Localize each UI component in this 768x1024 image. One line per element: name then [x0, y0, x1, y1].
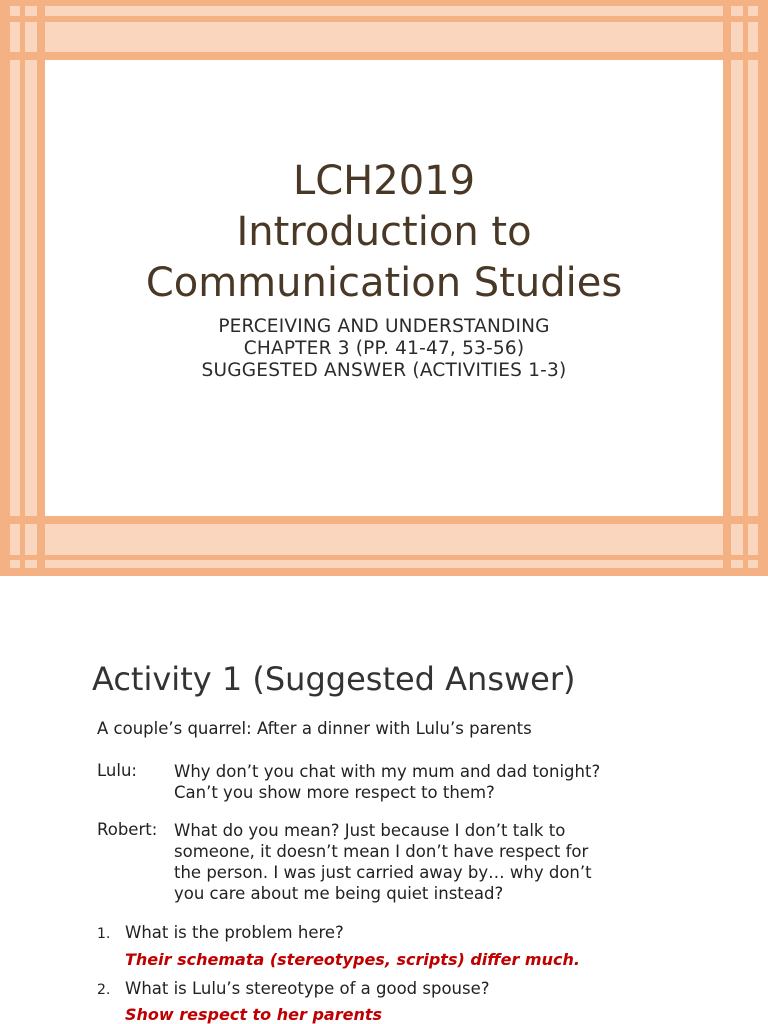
question-number: 1.: [97, 926, 111, 942]
subtitle-line: CHAPTER 3 (PP. 41-47, 53-56): [243, 338, 525, 359]
dialogue-text: [174, 820, 592, 904]
frame-stripe: [0, 516, 768, 524]
frame-stripe: [723, 0, 731, 576]
frame-stripe: [0, 555, 768, 560]
dialogue-line: Can’t you show more respect to them?: [174, 783, 495, 802]
suggested-answer: Their schemata (stereotypes, scripts) differ much.: [125, 950, 580, 969]
dialogue-line: you care about me being quiet instead?: [174, 884, 504, 903]
frame-stripe: [20, 0, 25, 576]
frame-stripe: [0, 52, 768, 60]
course-title-line: Introduction to: [236, 209, 532, 255]
dialogue-text: [174, 761, 600, 803]
suggested-answer: Show respect to her parents: [125, 1005, 382, 1024]
frame-stripe: [0, 568, 768, 576]
dialogue-line: the person. I was just carried away by… why don’t: [174, 863, 592, 882]
frame-bottom-band: [0, 516, 768, 576]
question-number: 2.: [97, 982, 111, 998]
frame-stripe: [0, 0, 10, 576]
dialogue-line: Why don’t you chat with my mum and dad tonight?: [174, 762, 601, 781]
slide-subtitle: [45, 316, 723, 382]
frame-stripe: [743, 0, 748, 576]
subtitle-line: SUGGESTED ANSWER (ACTIVITIES 1-3): [201, 360, 567, 381]
course-title-line: Communication Studies: [145, 260, 623, 306]
frame-stripe: [758, 0, 768, 576]
frame-top-band: [0, 0, 768, 60]
frame-stripe: [37, 0, 45, 576]
course-title: [45, 156, 723, 309]
activity-intro: A couple’s quarrel: After a dinner with Lulu’s parents: [97, 719, 532, 738]
activity-slide: [0, 576, 768, 1024]
activity-title: Activity 1 (Suggested Answer): [92, 660, 576, 698]
dialogue-speaker: Robert:: [97, 820, 158, 839]
frame-stripe: [0, 16, 768, 22]
question-text: What is the problem here?: [125, 923, 344, 942]
frame-stripe: [0, 0, 768, 6]
dialogue-line: someone, it doesn’t mean I don’t have respect for: [174, 842, 589, 861]
dialogue-line: What do you mean? Just because I don’t talk to: [174, 821, 566, 840]
subtitle-line: PERCEIVING AND UNDERSTANDING: [218, 316, 550, 337]
question-text: What is Lulu’s stereotype of a good spouse?: [125, 979, 490, 998]
dialogue-speaker: Lulu:: [97, 761, 137, 780]
course-code: LCH2019: [292, 158, 476, 204]
